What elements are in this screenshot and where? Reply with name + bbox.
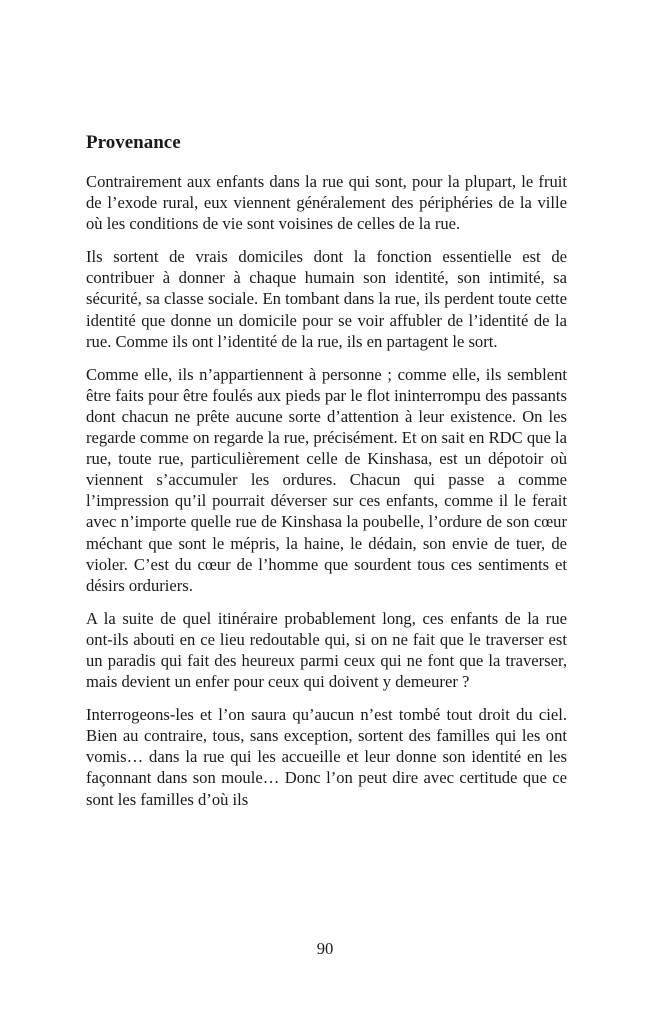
page-number: 90 — [316, 939, 334, 958]
section-heading: Provenance — [86, 132, 181, 153]
paragraph-2: Ils sortent de vrais domiciles dont la fonction essentielle est de contribuer à donner à chaque humain son identité, son intimité, sa sécurité, sa classe sociale. En tombant dans la rue, ils perdent toute cette identité que donne un domicile pour se voir affubler de l’identité de la rue. Comme ils ont l’identité de la rue, ils en partagent le sort. — [86, 247, 567, 351]
page-body — [86, 130, 567, 822]
paragraph-5: Interrogeons-les et l’on saura qu’aucun n’est tombé tout droit du ciel. Bien au contraire, tous, sans exception, sortent des familles qui les ont vomis… dans la rue qui les accueille et leur donne son identité en les façonnant dans son moule… Donc l’on peut dire avec certitude que ce sont les familles d’où ils — [86, 705, 567, 809]
paragraph-1: Contrairement aux enfants dans la rue qui sont, pour la plupart, le fruit de l’exode rural, eux viennent généralement des périphéries de la ville où les conditions de vie sont voisines de celles de la rue. — [86, 172, 567, 234]
paragraph-4: A la suite de quel itinéraire probablement long, ces enfants de la rue ont-ils abouti en ce lieu redoutable qui, si on ne fait que le traverser est un paradis qui fait des heureux parmi ceux qui ne font que la traverser, mais devient un enfer pour ceux qui doivent y demeurer ? — [86, 608, 567, 692]
paragraph-3: Comme elle, ils n’appartiennent à personne ; comme elle, ils semblent être faits pour être foulés aux pieds par le flot ininterrompu des passants dont chacun ne prête aucune sorte d’attention à leur existence. On les regarde comme on regarde la rue, précisément. Et on sait en RDC que la rue, toute rue, particulièrement celle de Kinshasa, est un dépotoir où viennent s’accumuler les ordures. Chacun qui passe a comme l’impression qu’il pourrait déverser sur ces enfants, comme il le ferait avec n’importe quelle rue de Kinshasa la poubelle, l’ordure de son cœur méchant que sont le mépris, la haine, le dédain, son envie de tuer, de violer. C’est du cœur de l’homme que sourdent tous ces sentiments et désirs orduriers. — [86, 364, 567, 595]
